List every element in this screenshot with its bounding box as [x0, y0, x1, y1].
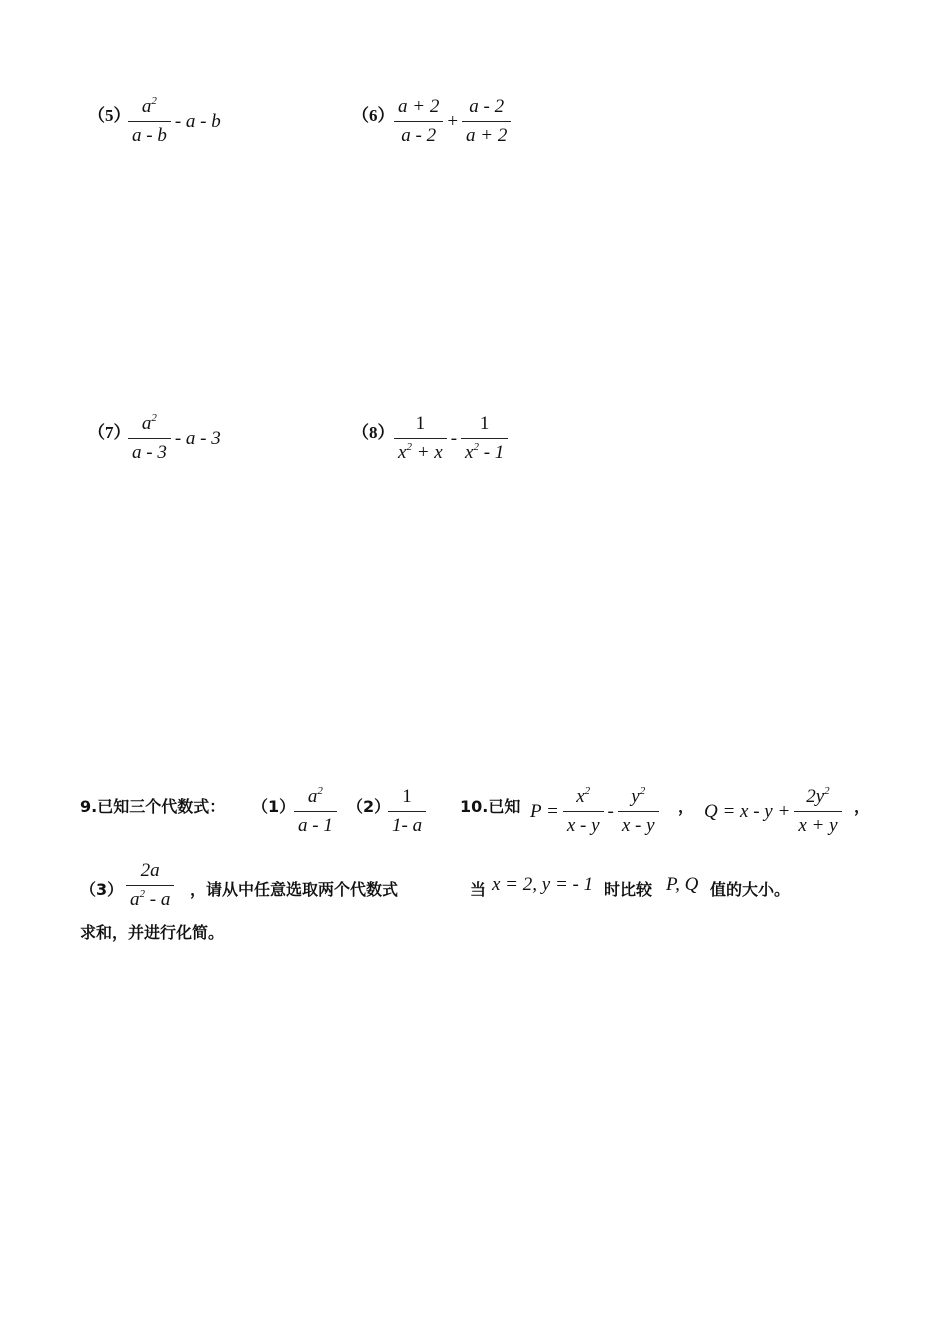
problem-6-expression: $\frac{a + 2}{a - 2}$ + $\frac{a - 2}{a + 2}$: [394, 96, 511, 147]
q10-line2-prefix: 当: [470, 880, 487, 899]
fraction: $\frac{2a}{a^2 - a}$: [126, 860, 174, 911]
fraction: $\frac{a^2}{a - 3}$: [128, 413, 171, 464]
problem-8-expression: $\frac{1}{x^2 + x}$ - $\frac{1}{x^2 - 1}$: [394, 413, 508, 464]
fraction: $\frac{1}{1- a}$: [388, 786, 426, 837]
problem-7-label: （7）: [88, 423, 131, 442]
q9-label-3: （3）: [80, 880, 124, 899]
problem-6-label: （6）: [352, 106, 395, 125]
problem-5-expression: [128, 96, 225, 147]
fraction: $\frac{a + 2}{a - 2}$: [394, 96, 443, 147]
q10-Q-expression: Q = x - y + $\frac{2y^2}{x + y}$: [700, 786, 842, 837]
q10-line2-suffix: 值的大小。: [710, 880, 791, 899]
fraction: $\frac{x^2}{x - y}$: [563, 786, 604, 837]
fraction: $\frac{1}{x^2 - 1}$: [461, 413, 508, 464]
q9-label-1: （1）: [252, 797, 296, 816]
fraction: $\frac{2y^2}{x + y}$: [794, 786, 841, 837]
q9-label-2: （2）: [347, 797, 391, 816]
problem-7: [88, 418, 131, 443]
expression-rest: - a - 3: [174, 427, 221, 449]
q10-pq: P, Q: [666, 874, 699, 895]
q10-intro: 10.已知: [460, 797, 521, 816]
problem-8: [352, 418, 395, 443]
q10-comma-2: ，: [854, 797, 871, 816]
fraction: $\frac{y^2}{x - y}$: [618, 786, 659, 837]
problem-5-label: （5）: [88, 106, 131, 125]
problem-5: [88, 101, 131, 126]
q9-expression-3: [126, 860, 174, 911]
fraction: $\frac{a^2}{a - 1}$: [294, 786, 337, 837]
fraction: $\frac{a - 2}{a + 2}$: [462, 96, 511, 147]
problem-8-label: （8）: [352, 423, 395, 442]
expression-rest: - a - b: [174, 110, 221, 132]
problem-7-expression: [128, 413, 225, 464]
q9-expression-1: [294, 786, 337, 837]
q10-condition: x = 2, y = - 1: [492, 874, 594, 895]
q10-comma: ，: [678, 797, 695, 816]
q9-instruction: ，请从中任意选取两个代数式: [190, 880, 399, 899]
q9-intro: 9.已知三个代数式：: [80, 797, 226, 816]
q9-expression-2: [388, 786, 426, 837]
q9-instruction-line2: 求和，并进行化简。: [80, 923, 225, 942]
fraction: $\frac{1}{x^2 + x}$: [394, 413, 447, 464]
fraction: $\frac{a^2}{a - b}$: [128, 96, 171, 147]
problem-6: [352, 101, 395, 126]
q10-line2-middle: 时比较: [604, 880, 653, 899]
q10-P-expression: P = $\frac{x^2}{x - y}$ - $\frac{y^2}{x - y}$: [526, 786, 659, 837]
